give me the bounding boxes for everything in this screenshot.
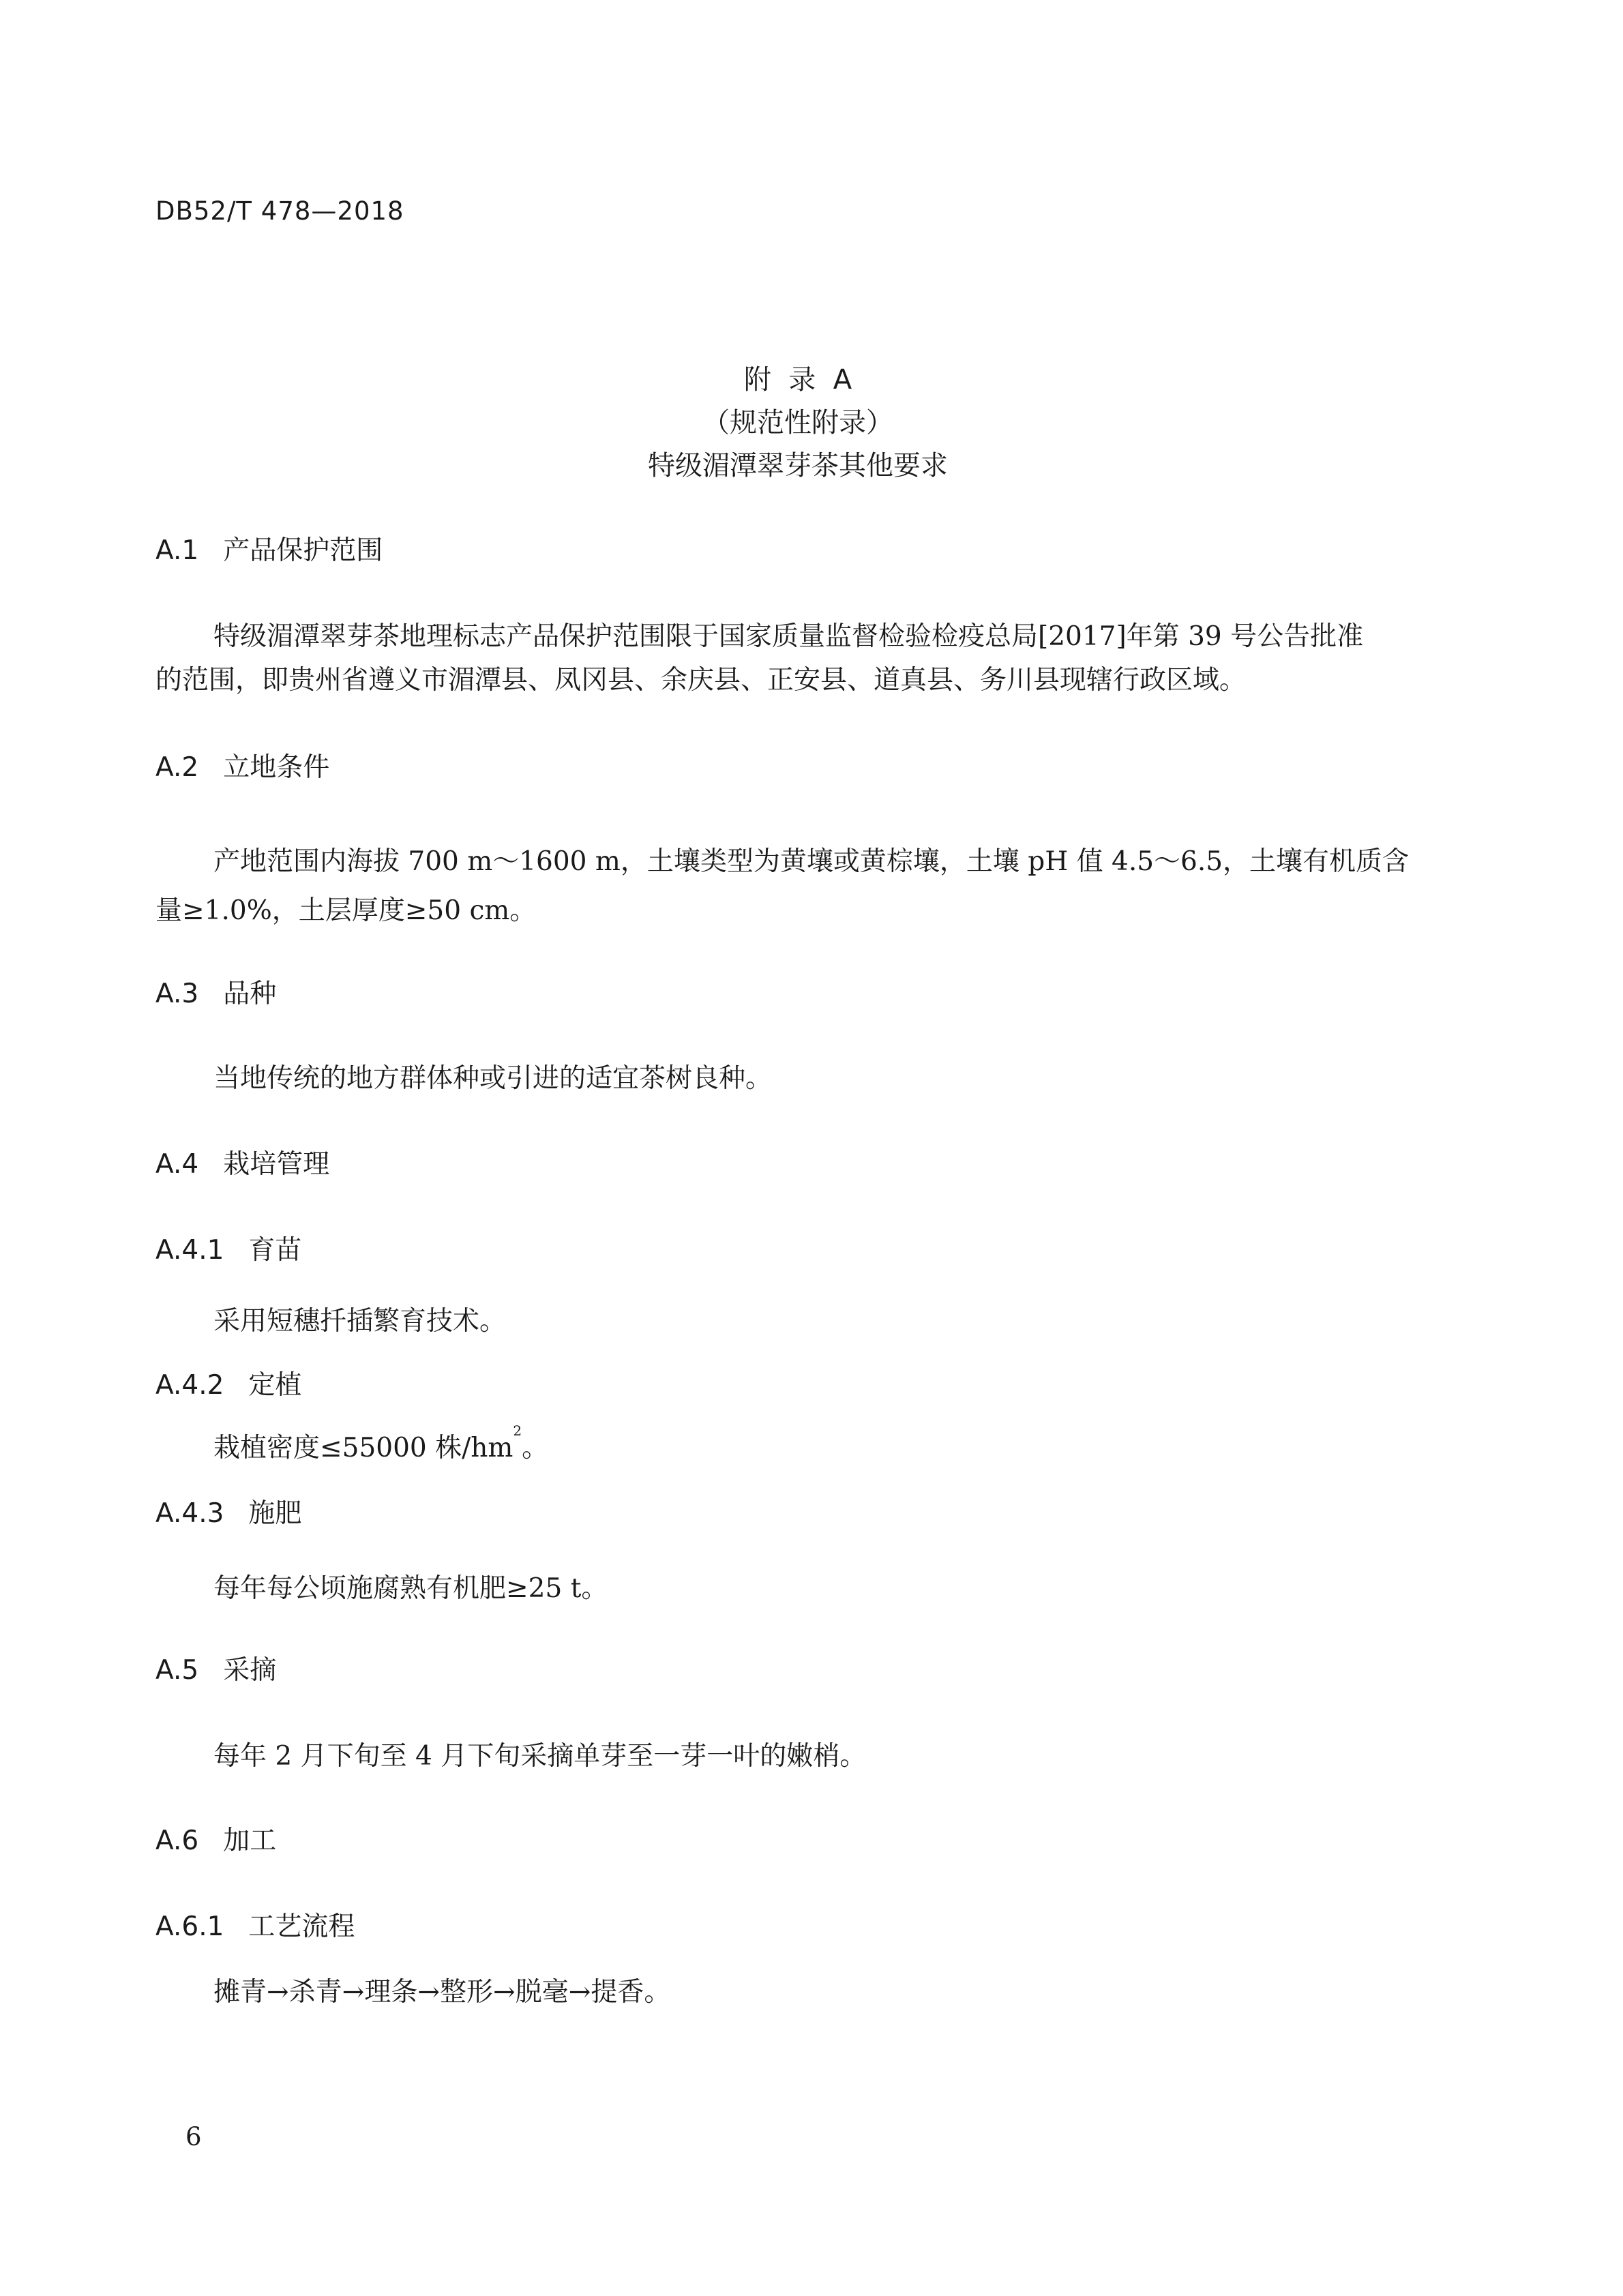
section-number: A.5 xyxy=(155,1655,199,1686)
section-number: A.4.3 xyxy=(155,1498,224,1529)
section-number: A.1 xyxy=(155,535,199,566)
paragraph-a3: 当地传统的地方群体种或引进的适宜茶树良种。 xyxy=(213,1063,773,1094)
paragraph-a1-line1: 特级湄潭翠芽茶地理标志产品保护范围限于国家质量监督检验检疫总局[2017]年第 39 号公告批准 xyxy=(213,621,1364,652)
section-heading-a4 xyxy=(155,1143,329,1181)
section-heading-a6 xyxy=(155,1819,276,1858)
section-heading-a2 xyxy=(155,746,329,784)
section-title: 立地条件 xyxy=(223,752,330,783)
paragraph-a43: 每年每公顷施腐熟有机肥≥25 t。 xyxy=(213,1573,608,1604)
section-title: 加工 xyxy=(223,1825,277,1856)
section-heading-a61 xyxy=(155,1905,355,1943)
paragraph-a2-line1: 产地范围内海拔 700 m～1600 m，土壤类型为黄壤或黄棕壤，土壤 pH 值 4.5～6.5，土壤有机质含 xyxy=(213,846,1410,877)
paragraph-end: 。 xyxy=(522,1433,549,1463)
section-number: A.2 xyxy=(155,752,199,783)
section-number: A.3 xyxy=(155,979,199,1009)
section-heading-a3 xyxy=(155,972,276,1011)
section-heading-a43 xyxy=(155,1492,301,1530)
superscript: 2 xyxy=(513,1422,522,1439)
paragraph-text: 栽植密度≤55000 株/hm xyxy=(213,1433,513,1463)
section-heading-a42 xyxy=(155,1364,301,1402)
section-heading-a5 xyxy=(155,1649,276,1687)
paragraph-a2-line2: 量≥1.0%，土层厚度≥50 cm。 xyxy=(155,895,537,926)
section-heading-a41 xyxy=(155,1229,301,1267)
section-title: 育苗 xyxy=(248,1235,302,1266)
paragraph-a5: 每年 2 月下旬至 4 月下旬采摘单芽至一芽一叶的嫩梢。 xyxy=(213,1741,867,1772)
annex-subject: 特级湄潭翠芽茶其他要求 xyxy=(648,450,948,481)
section-heading-a1 xyxy=(155,529,383,567)
annex-type: （规范性附录） xyxy=(702,407,893,438)
annex-title: 附 录 A xyxy=(743,364,852,396)
section-title: 产品保护范围 xyxy=(223,535,383,566)
section-title: 工艺流程 xyxy=(248,1911,355,1942)
section-number: A.4.1 xyxy=(155,1235,224,1266)
section-number: A.4 xyxy=(155,1149,199,1180)
section-number: A.6 xyxy=(155,1825,199,1856)
section-title: 采摘 xyxy=(223,1655,277,1686)
section-number: A.4.2 xyxy=(155,1370,224,1401)
section-title: 施肥 xyxy=(248,1498,302,1529)
section-number: A.6.1 xyxy=(155,1911,224,1942)
section-title: 栽培管理 xyxy=(223,1149,330,1180)
paragraph-a42 xyxy=(213,1422,549,1465)
section-title: 品种 xyxy=(223,979,277,1009)
document-code: DB52/T 478—2018 xyxy=(155,196,404,226)
paragraph-a1-line2: 的范围，即贵州省遵义市湄潭县、凤冈县、余庆县、正安县、道真县、务川县现辖行政区域。 xyxy=(155,665,1247,696)
section-title: 定植 xyxy=(248,1370,302,1401)
paragraph-a61: 摊青→杀青→理条→整形→脱毫→提香。 xyxy=(213,1977,671,2008)
paragraph-a41: 采用短穗扦插繁育技术。 xyxy=(213,1306,507,1337)
page-number: 6 xyxy=(185,2122,202,2151)
